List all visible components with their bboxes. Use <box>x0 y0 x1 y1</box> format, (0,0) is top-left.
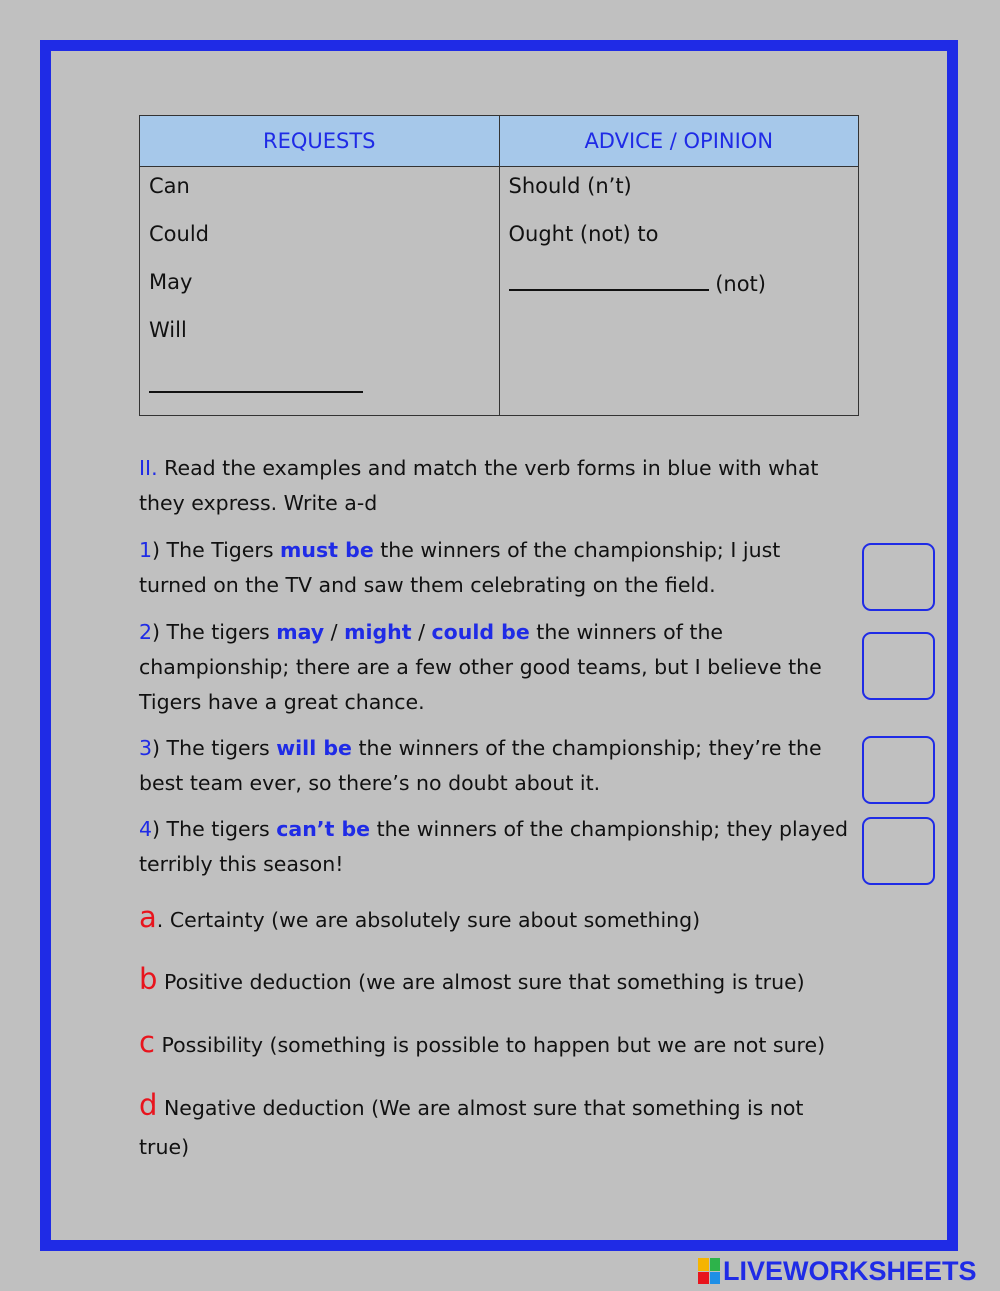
logo-icon <box>698 1258 720 1284</box>
verb-form: will be <box>276 736 352 760</box>
exercise-number: II. <box>139 456 158 480</box>
sentence-2 <box>139 615 854 720</box>
sentence-text: ) The tigers <box>152 817 277 841</box>
option-letter: d <box>139 1088 158 1122</box>
sentence-text: ) The tigers <box>152 620 277 644</box>
sentence-number: 2 <box>139 620 153 644</box>
requests-item: Could <box>149 222 209 246</box>
requests-column <box>140 167 500 416</box>
requests-header: REQUESTS <box>140 116 500 167</box>
sentence-number: 4 <box>139 817 153 841</box>
advice-header: ADVICE / OPINION <box>499 116 859 167</box>
sentence-text: the winners of the championship; they played terribly this season! <box>139 817 849 876</box>
advice-blank-line[interactable] <box>509 267 850 315</box>
advice-item: Ought (not) to <box>508 222 659 246</box>
liveworksheets-logo <box>698 1254 977 1288</box>
requests-item: Can <box>149 174 190 198</box>
verb-form: can’t be <box>276 817 371 841</box>
advice-blank-suffix: (not) <box>715 272 766 296</box>
sentence-text: ) The Tigers <box>152 538 281 562</box>
option-b <box>139 962 854 1000</box>
verb-form: may <box>276 620 325 644</box>
option-d <box>139 1086 854 1167</box>
sentence-text: ) The tigers <box>152 736 277 760</box>
option-text: . Certainty (we are absolutely sure about something) <box>156 908 701 932</box>
logo-text: LIVEWORKSHEETS <box>723 1255 977 1286</box>
option-text: Positive deduction (we are almost sure that something is true) <box>157 970 805 994</box>
sentence-number: 3 <box>139 736 153 760</box>
advice-column <box>499 167 859 416</box>
verb-form: might <box>344 620 412 644</box>
verb-form: must be <box>280 538 374 562</box>
verb-form: could be <box>431 620 530 644</box>
modal-verbs-table <box>139 115 859 416</box>
separator: / <box>411 620 432 644</box>
answer-box-4[interactable] <box>862 817 935 885</box>
option-a <box>139 900 854 938</box>
exercise-instruction <box>139 451 854 521</box>
instruction-text: Read the examples and match the verb forms in blue with what they express. Write a-d <box>139 456 819 515</box>
option-text: Negative deduction (We are almost sure that something is not true) <box>139 1096 804 1159</box>
sentence-3 <box>139 731 854 801</box>
option-letter: a <box>139 900 157 934</box>
option-c <box>139 1025 854 1063</box>
advice-item: Should (n’t) <box>508 174 632 198</box>
answer-box-3[interactable] <box>862 736 935 804</box>
answer-box-2[interactable] <box>862 632 935 700</box>
requests-item: May <box>149 270 193 294</box>
sentence-text: the winners of the championship; I just turned on the TV and saw them celebrating on the field. <box>139 538 781 597</box>
separator: / <box>324 620 345 644</box>
option-text: Possibility (something is possible to happen but we are not sure) <box>154 1033 826 1057</box>
answer-box-1[interactable] <box>862 543 935 611</box>
sentence-text: the winners of the championship; they’re the best team ever, so there’s no doubt about it. <box>139 736 822 795</box>
sentence-4 <box>139 812 854 882</box>
sentence-number: 1 <box>139 538 153 562</box>
option-letter: b <box>139 962 158 996</box>
sentence-1 <box>139 533 854 603</box>
option-letter: c <box>139 1025 155 1059</box>
requests-item: Will <box>149 318 187 342</box>
requests-blank-line[interactable] <box>149 363 490 411</box>
sentence-text: the winners of the championship; there are a few other good teams, but I believe the Tigers have a great chance. <box>139 620 822 714</box>
